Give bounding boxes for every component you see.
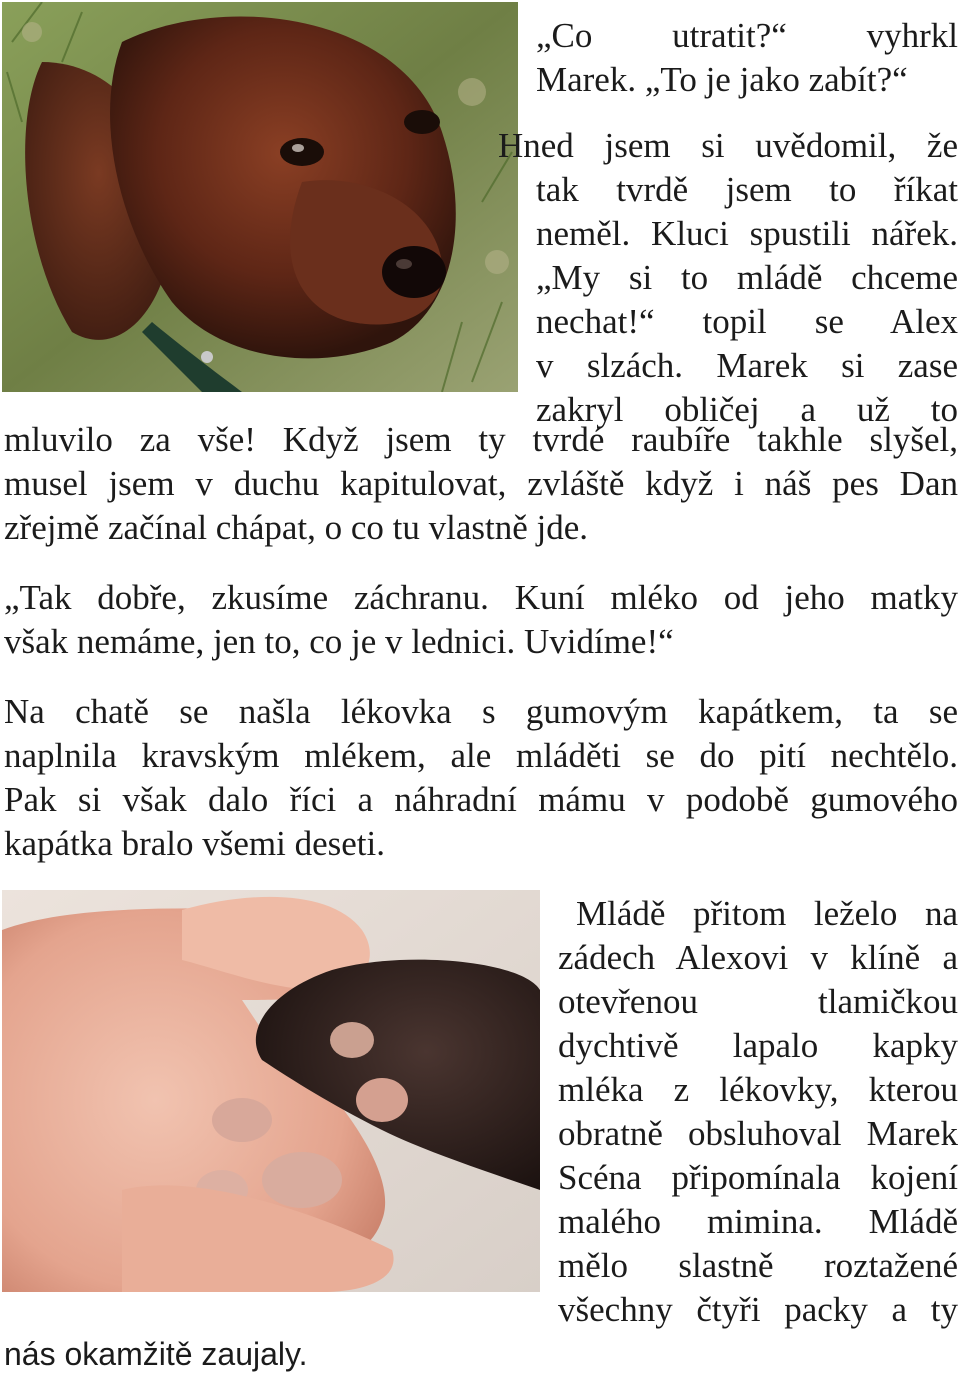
text-line: zřejmě začínal chápat, o co tu vlastně jde. [4, 508, 589, 547]
text-line: Mládě přitom leželo na [576, 894, 958, 933]
text-line: Na chatě se našla lékovka s gumovým kapátkem, ta se [4, 692, 958, 731]
text-line: Hned jsem si uvědomil, že [498, 126, 958, 165]
text-line: mléka z lékovky, kterou [558, 1070, 958, 1109]
text-line: naplnila kravským mlékem, ale mláděti se do pití nechtělo. [4, 736, 958, 775]
text-line: obratně obsluhoval Marek [558, 1114, 958, 1153]
text-line: Pak si však dalo říci a náhradní mámu v podobě gumového [4, 780, 958, 819]
text-line: mluvilo za vše! Když jsem ty tvrdé raubíře takhle slyšel, [4, 420, 958, 459]
text-line: malého mimina. Mládě [558, 1202, 958, 1241]
text-line: dychtivě lapalo kapky [558, 1026, 958, 1065]
text-line: kapátka bralo všemi deseti. [4, 824, 385, 863]
text-line: neměl. Kluci spustili nářek. [536, 214, 958, 253]
text-line: musel jsem v duchu kapitulovat, zvláště když i náš pes Dan [4, 464, 958, 503]
hand-holding-paw-image [2, 890, 540, 1292]
last-line [4, 1332, 308, 1376]
text-line: v slzách. Marek si zase [536, 346, 958, 385]
paragraph-2 [4, 576, 958, 664]
text-line: nechat!“ topil se Alex [536, 302, 958, 341]
paw-photo [2, 890, 540, 1292]
text-line: otevřenou tlamičkou [558, 982, 958, 1021]
top-right-text [498, 14, 958, 432]
text-line: Scéna připomínala kojení [558, 1158, 958, 1197]
text-line: „My si to mládě chceme [536, 258, 958, 297]
side-text [558, 892, 958, 1332]
text-line: „Co utratit?“ vyhrkl [536, 16, 958, 55]
paragraph-3 [4, 690, 958, 866]
dachshund-dog-image [2, 2, 518, 392]
text-line: „Tak dobře, zkusíme záchranu. Kuní mléko od jeho matky [4, 578, 958, 617]
text-line: zakryl obličej a už to [536, 390, 958, 429]
paragraph-1 [4, 418, 958, 550]
text-line: mělo slastně roztažené [558, 1246, 958, 1285]
text-line: nás okamžitě zaujaly. [4, 1336, 308, 1372]
text-line: tak tvrdě jsem to říkat [536, 170, 958, 209]
dog-photo [2, 2, 518, 392]
text-line: všechny čtyři packy a ty [558, 1290, 958, 1329]
text-line: však nemáme, jen to, co je v lednici. Uvidíme!“ [4, 622, 674, 661]
text-line: Marek. „To je jako zabít?“ [536, 60, 908, 99]
text-line: zádech Alexovi v klíně a [558, 938, 958, 977]
